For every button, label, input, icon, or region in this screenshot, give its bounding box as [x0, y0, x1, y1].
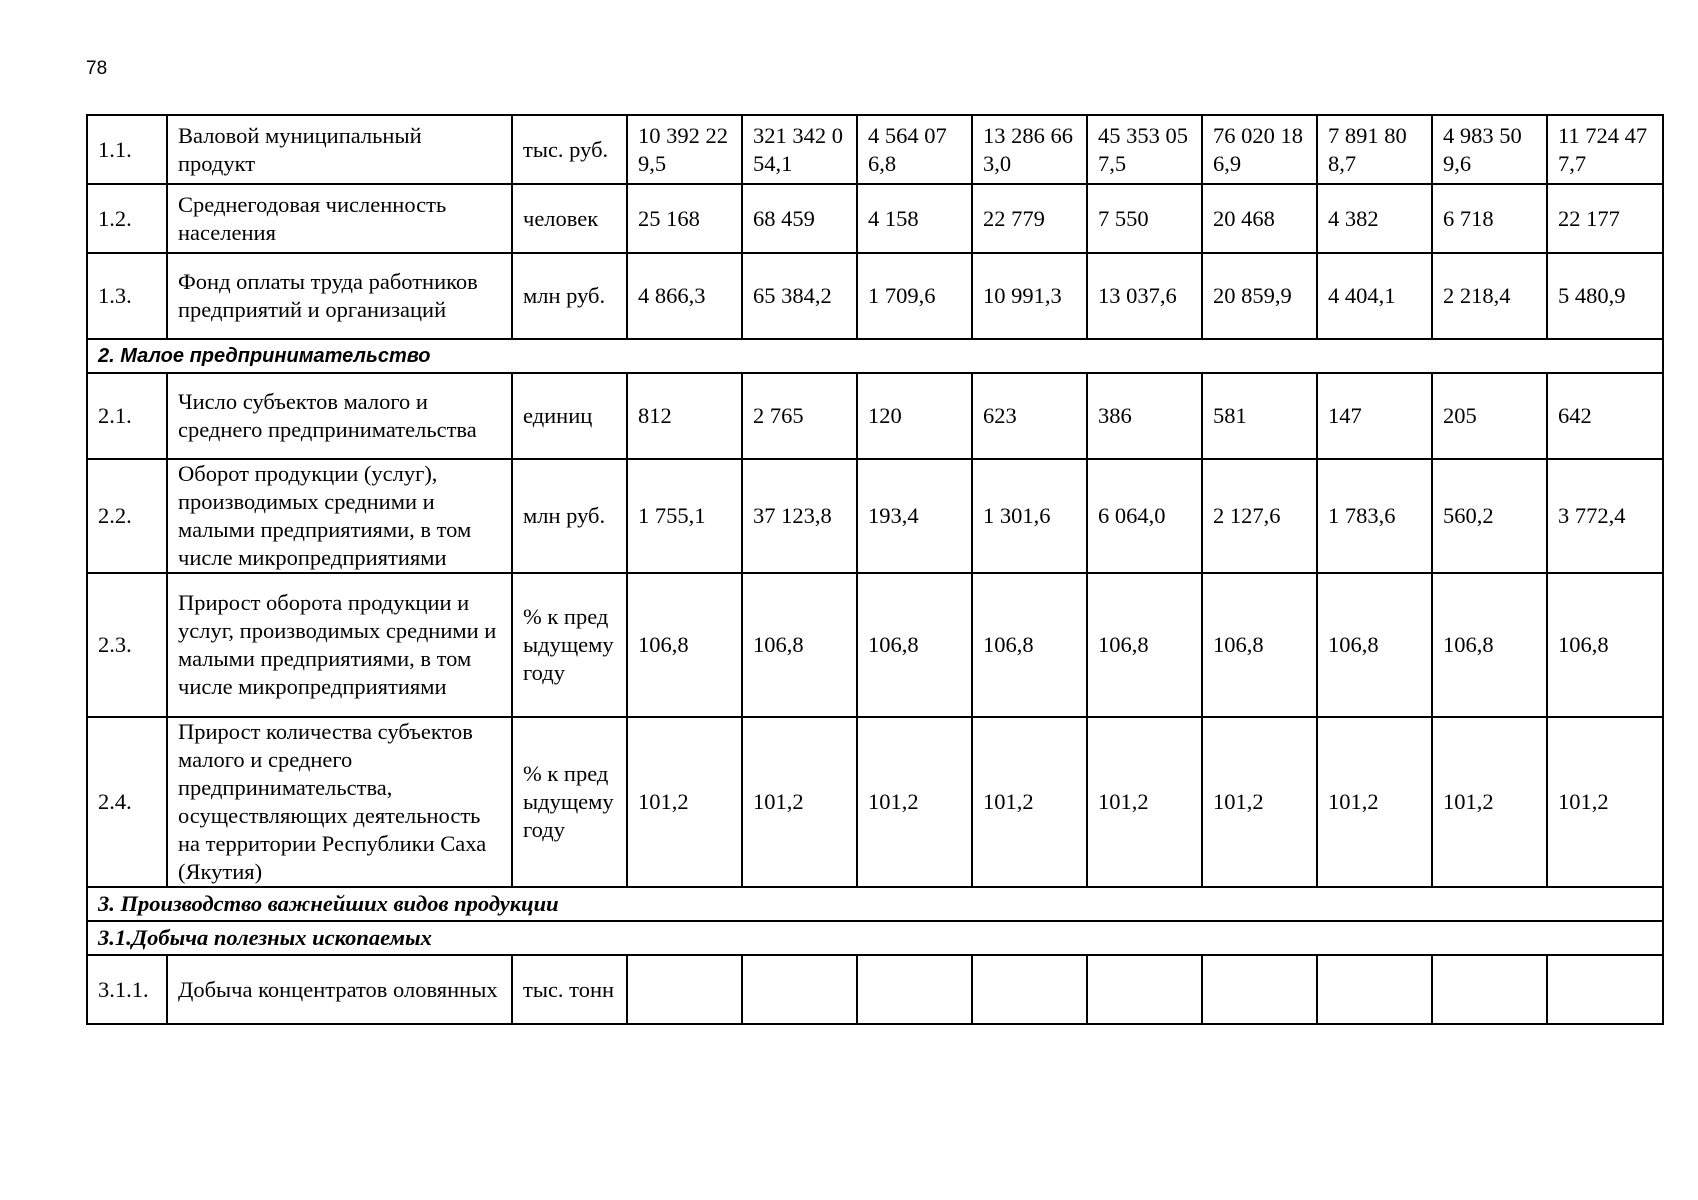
table-row — [87, 115, 1663, 184]
value-cell: 4 404,1 — [1317, 253, 1432, 339]
indicator-name: Число субъектов малого и среднего предпринимательства — [167, 373, 512, 459]
value-cell: 101,2 — [1432, 717, 1547, 887]
value-cell: 101,2 — [972, 717, 1087, 887]
value-cell: 106,8 — [857, 573, 972, 717]
section-row — [87, 339, 1663, 373]
value-cell: 7 891 808,7 — [1317, 115, 1432, 184]
value-cell: 13 037,6 — [1087, 253, 1202, 339]
value-cell: 4 983 509,6 — [1432, 115, 1547, 184]
value-cell: 386 — [1087, 373, 1202, 459]
row-number: 2.3. — [87, 573, 167, 717]
value-cell: 101,2 — [857, 717, 972, 887]
unit: % к предыдущему году — [512, 573, 627, 717]
page-number: 78 — [86, 58, 108, 79]
unit: % к предыдущему году — [512, 717, 627, 887]
value-cell: 623 — [972, 373, 1087, 459]
value-cell: 11 724 477,7 — [1547, 115, 1663, 184]
value-cell: 6 064,0 — [1087, 459, 1202, 573]
value-cell: 22 779 — [972, 184, 1087, 253]
table-row — [87, 955, 1663, 1024]
unit: млн руб. — [512, 459, 627, 573]
indicator-name: Добыча концентратов оловянных — [167, 955, 512, 1024]
value-cell: 4 158 — [857, 184, 972, 253]
value-cell: 812 — [627, 373, 742, 459]
table-row — [87, 717, 1663, 887]
value-cell: 1 755,1 — [627, 459, 742, 573]
value-cell: 2 218,4 — [1432, 253, 1547, 339]
value-cell: 37 123,8 — [742, 459, 857, 573]
table-row — [87, 573, 1663, 717]
value-cell: 5 480,9 — [1547, 253, 1663, 339]
value-cell: 10 392 229,5 — [627, 115, 742, 184]
section-title: 3. Производство важнейших видов продукции — [87, 887, 1663, 921]
value-cell: 3 772,4 — [1547, 459, 1663, 573]
value-cell: 101,2 — [1317, 717, 1432, 887]
row-number: 3.1.1. — [87, 955, 167, 1024]
value-cell: 4 866,3 — [627, 253, 742, 339]
indicator-name: Валовой муниципальный продукт — [167, 115, 512, 184]
table-row — [87, 459, 1663, 573]
value-cell: 10 991,3 — [972, 253, 1087, 339]
value-cell: 193,4 — [857, 459, 972, 573]
value-cell: 101,2 — [1087, 717, 1202, 887]
value-cell — [742, 955, 857, 1024]
value-cell: 147 — [1317, 373, 1432, 459]
value-cell: 101,2 — [1202, 717, 1317, 887]
indicator-name: Фонд оплаты труда работников предприятий и организаций — [167, 253, 512, 339]
value-cell: 22 177 — [1547, 184, 1663, 253]
value-cell — [972, 955, 1087, 1024]
table-row — [87, 253, 1663, 339]
value-cell: 25 168 — [627, 184, 742, 253]
value-cell: 106,8 — [1317, 573, 1432, 717]
value-cell: 120 — [857, 373, 972, 459]
value-cell: 76 020 186,9 — [1202, 115, 1317, 184]
value-cell: 45 353 057,5 — [1087, 115, 1202, 184]
table-row — [87, 184, 1663, 253]
unit: единиц — [512, 373, 627, 459]
indicator-name: Прирост количества субъектов малого и среднего предпринимательства, осуществляющих деятельность на территории Республики Саха (Якутия) — [167, 717, 512, 887]
value-cell: 106,8 — [1202, 573, 1317, 717]
value-cell: 2 765 — [742, 373, 857, 459]
indicator-name: Оборот продукции (услуг), производимых средними и малыми предприятиями, в том числе микропредприятиями — [167, 459, 512, 573]
value-cell: 101,2 — [742, 717, 857, 887]
value-cell: 6 718 — [1432, 184, 1547, 253]
value-cell: 106,8 — [1547, 573, 1663, 717]
value-cell: 4 382 — [1317, 184, 1432, 253]
value-cell: 106,8 — [742, 573, 857, 717]
value-cell: 321 342 054,1 — [742, 115, 857, 184]
value-cell: 106,8 — [1432, 573, 1547, 717]
unit: млн руб. — [512, 253, 627, 339]
value-cell: 1 709,6 — [857, 253, 972, 339]
value-cell — [1317, 955, 1432, 1024]
unit: тыс. руб. — [512, 115, 627, 184]
value-cell: 581 — [1202, 373, 1317, 459]
row-number: 1.3. — [87, 253, 167, 339]
value-cell: 20 468 — [1202, 184, 1317, 253]
value-cell: 7 550 — [1087, 184, 1202, 253]
section-title: 2. Малое предпринимательство — [87, 339, 1663, 373]
value-cell: 106,8 — [972, 573, 1087, 717]
value-cell: 65 384,2 — [742, 253, 857, 339]
value-cell: 560,2 — [1432, 459, 1547, 573]
section-row — [87, 887, 1663, 921]
value-cell: 2 127,6 — [1202, 459, 1317, 573]
row-number: 2.1. — [87, 373, 167, 459]
value-cell — [1432, 955, 1547, 1024]
value-cell: 205 — [1432, 373, 1547, 459]
value-cell — [1547, 955, 1663, 1024]
value-cell — [627, 955, 742, 1024]
section-title: 3.1.Добыча полезных ископаемых — [87, 921, 1663, 955]
section-row — [87, 921, 1663, 955]
indicators-table — [86, 114, 1664, 1025]
value-cell: 1 783,6 — [1317, 459, 1432, 573]
value-cell — [1087, 955, 1202, 1024]
row-number: 1.2. — [87, 184, 167, 253]
value-cell: 20 859,9 — [1202, 253, 1317, 339]
indicator-name: Прирост оборота продукции и услуг, производимых средними и малыми предприятиями, в том числе микропредприятиями — [167, 573, 512, 717]
table-row — [87, 373, 1663, 459]
value-cell: 106,8 — [1087, 573, 1202, 717]
row-number: 2.4. — [87, 717, 167, 887]
indicator-name: Среднегодовая численность населения — [167, 184, 512, 253]
value-cell — [857, 955, 972, 1024]
value-cell: 1 301,6 — [972, 459, 1087, 573]
row-number: 2.2. — [87, 459, 167, 573]
unit: тыс. тонн — [512, 955, 627, 1024]
unit: человек — [512, 184, 627, 253]
value-cell: 106,8 — [627, 573, 742, 717]
row-number: 1.1. — [87, 115, 167, 184]
value-cell: 68 459 — [742, 184, 857, 253]
value-cell: 13 286 663,0 — [972, 115, 1087, 184]
value-cell: 4 564 076,8 — [857, 115, 972, 184]
value-cell: 642 — [1547, 373, 1663, 459]
value-cell — [1202, 955, 1317, 1024]
value-cell: 101,2 — [627, 717, 742, 887]
value-cell: 101,2 — [1547, 717, 1663, 887]
